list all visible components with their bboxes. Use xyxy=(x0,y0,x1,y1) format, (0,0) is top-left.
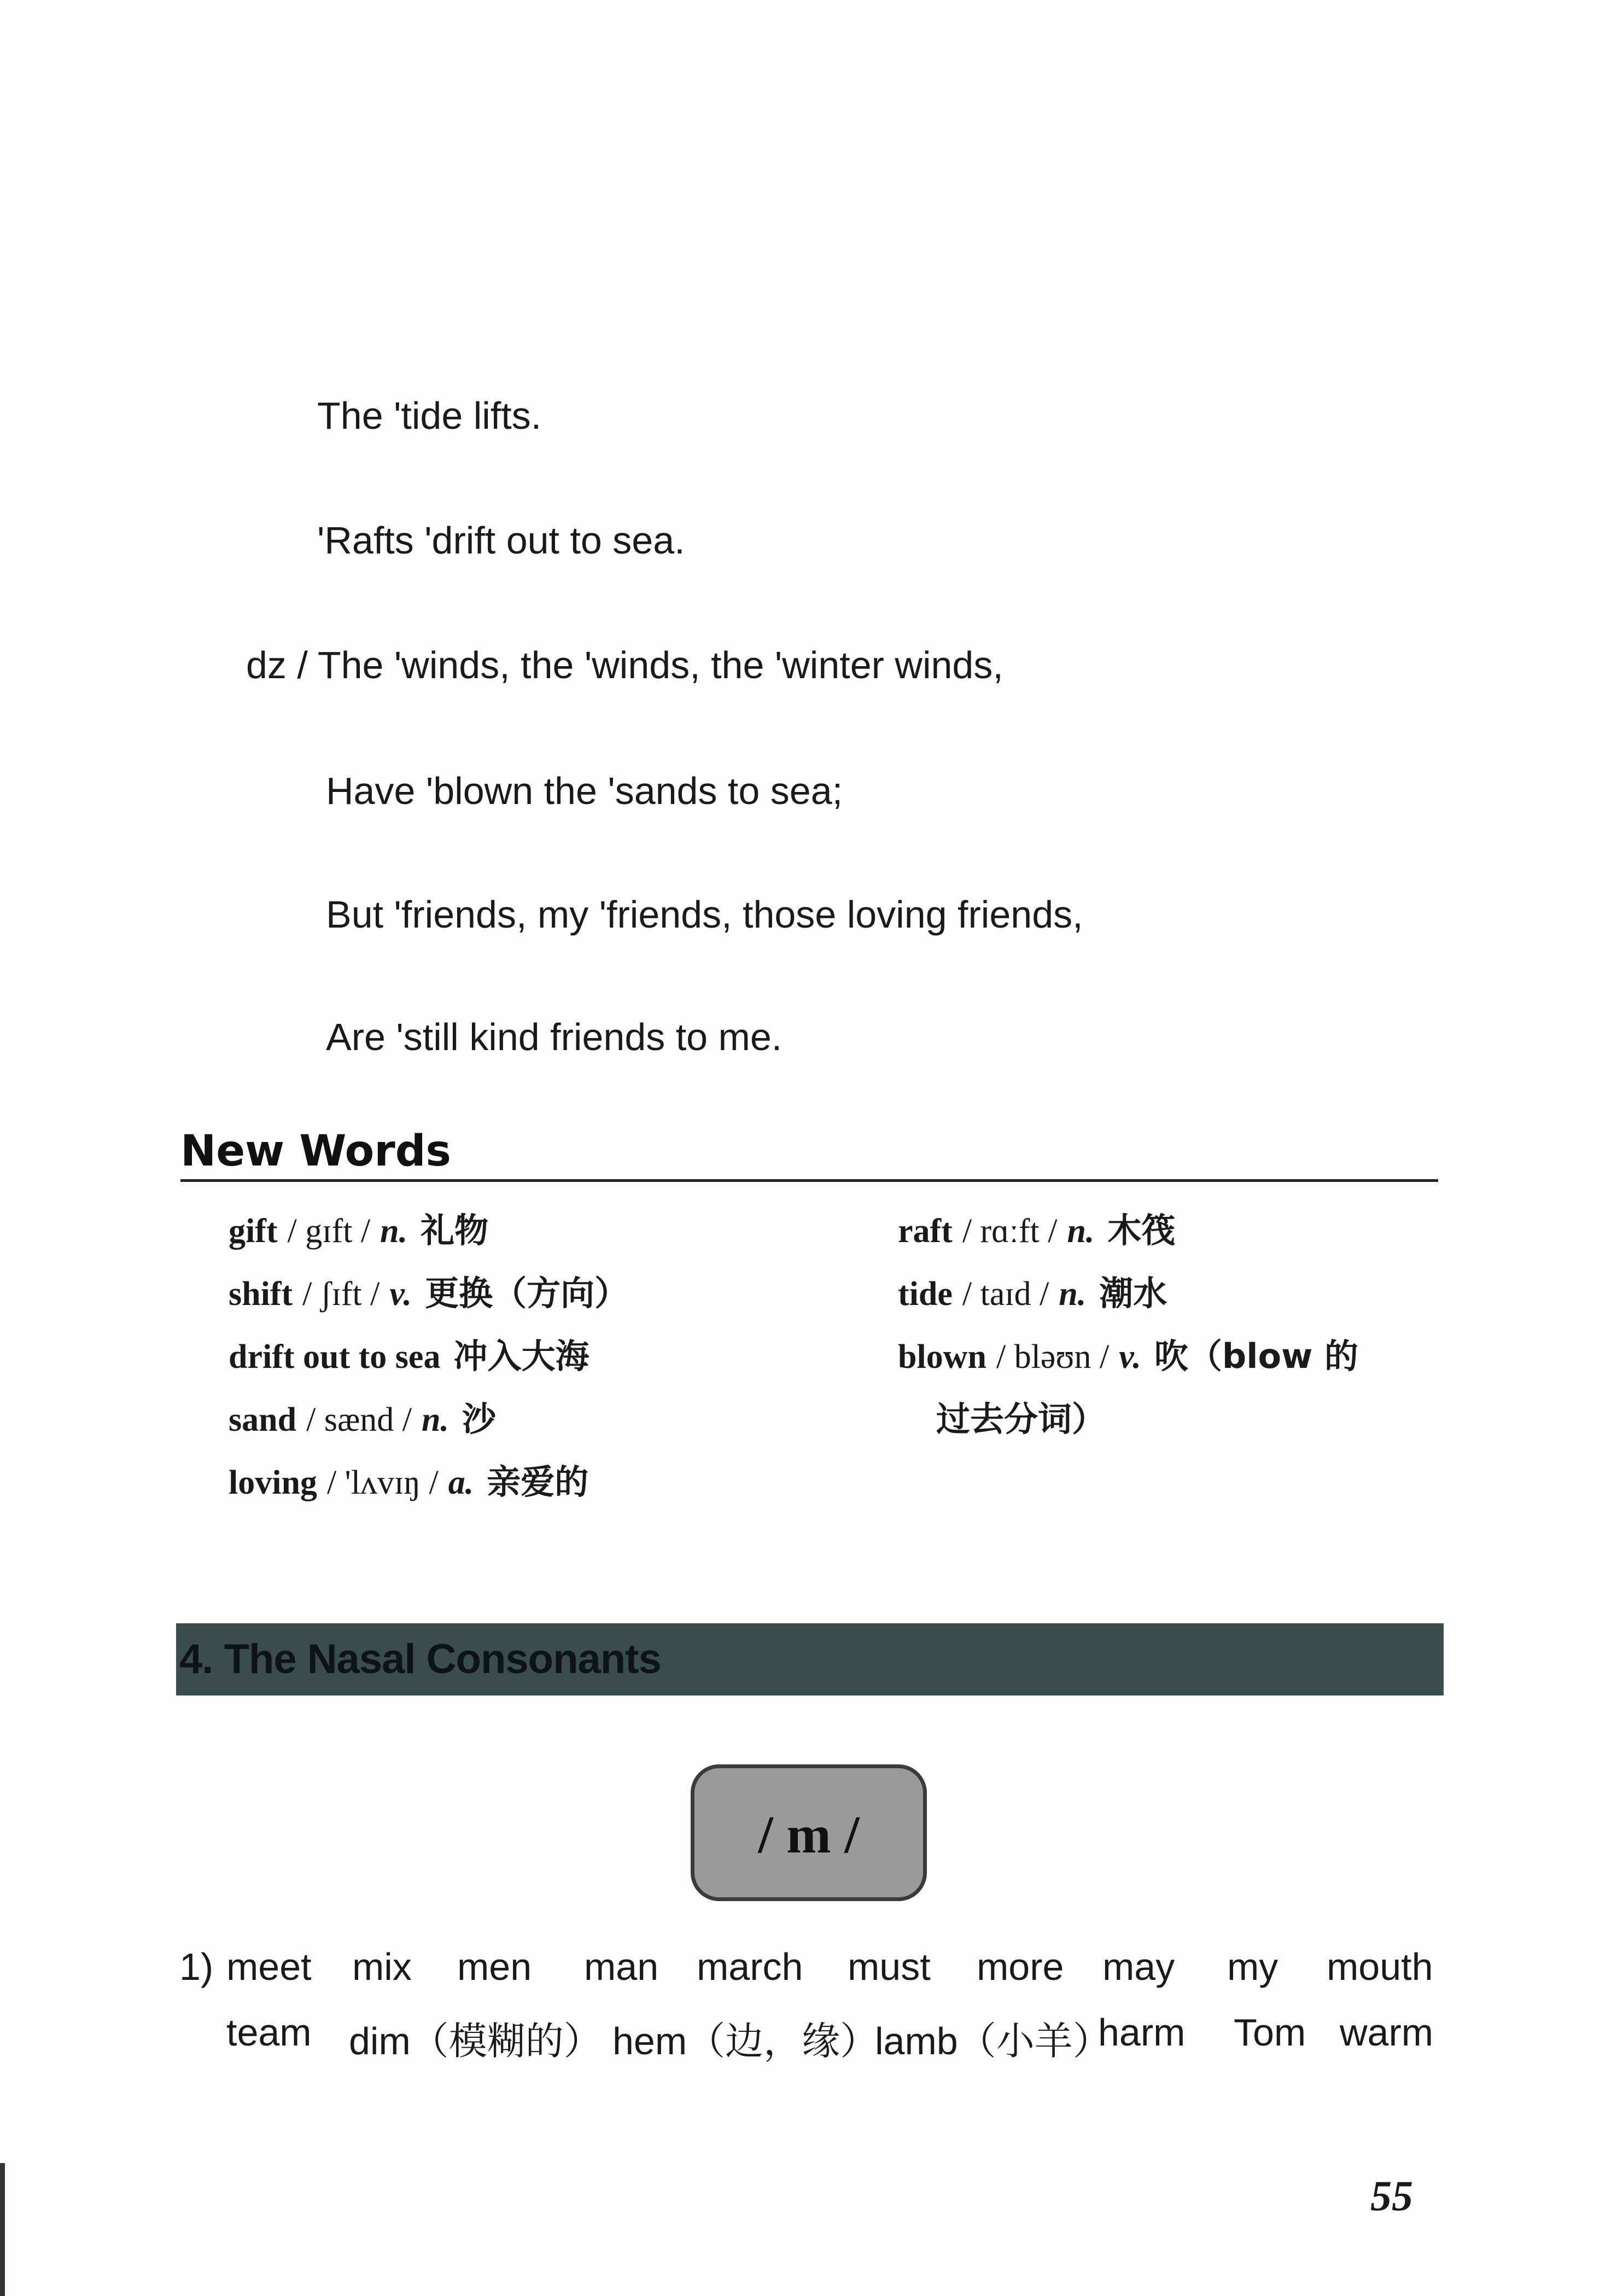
vocab-pos: v. xyxy=(1119,1338,1141,1376)
vocab-word: sand xyxy=(229,1401,297,1438)
vocab-phonetic: / ʃɪft / xyxy=(302,1275,380,1313)
example-word: Tom xyxy=(1234,2011,1306,2054)
vocab-gloss: 吹（blow 的 xyxy=(1154,1336,1359,1376)
vocab-word: loving xyxy=(229,1464,317,1501)
example-word: lamb（小羊） xyxy=(875,2020,1111,2062)
vocab-pos: n. xyxy=(422,1401,449,1438)
vocab-phonetic: / rɑːft / xyxy=(962,1213,1058,1250)
poem-line-3 xyxy=(246,643,1003,687)
vocab-word: drift out to sea xyxy=(229,1338,441,1376)
section-banner xyxy=(176,1623,1444,1695)
vocab-pos: n. xyxy=(1067,1213,1095,1250)
vocab-gloss: 冲入大海 xyxy=(453,1336,589,1376)
scan-edge-mark xyxy=(0,2163,5,2296)
vocab-word: gift xyxy=(229,1213,278,1250)
poem-line-5 xyxy=(326,893,1083,936)
example-word: may xyxy=(1102,1945,1175,1988)
vocab-phonetic: / gɪft / xyxy=(287,1213,371,1250)
vocab-gloss: 更换（方向） xyxy=(425,1273,629,1313)
vocab-entry-sand xyxy=(229,1392,496,1441)
vocab-phonetic: / sænd / xyxy=(306,1401,412,1438)
vocab-word: tide xyxy=(898,1275,953,1313)
example-word: mouth xyxy=(1327,1945,1433,1988)
vocab-gloss: 礼物 xyxy=(421,1210,489,1250)
vocab-gloss: 木筏 xyxy=(1107,1210,1176,1250)
vocab-entry-loving xyxy=(229,1455,588,1504)
vocab-gloss: 潮水 xyxy=(1099,1273,1167,1313)
example-word: man xyxy=(584,1945,659,1988)
vocab-entry-shift xyxy=(229,1266,628,1315)
vocab-pos: n. xyxy=(380,1213,408,1250)
page-number: 55 xyxy=(1370,2172,1413,2219)
poem-line-1 xyxy=(317,394,541,438)
phoneme-label: / m / xyxy=(758,1805,860,1864)
example-row-1 xyxy=(179,1945,1448,1994)
example-word: harm xyxy=(1098,2011,1186,2054)
vocab-word: blown xyxy=(898,1338,986,1376)
example-word: dim（模糊的） xyxy=(349,2020,602,2062)
vocab-word: raft xyxy=(898,1213,953,1250)
example-word: march xyxy=(697,1945,803,1988)
poem-line-text: The 'winds, the 'winds, the 'winter winds, xyxy=(317,644,1003,686)
poem-line-text: The 'tide lifts. xyxy=(317,394,542,437)
example-word: my xyxy=(1227,1945,1278,1988)
example-number: 1) xyxy=(179,1945,214,1988)
vocab-gloss: 亲爱的 xyxy=(487,1462,589,1502)
poem-line-4 xyxy=(326,769,843,813)
example-word: mix xyxy=(352,1945,412,1988)
vocab-word: shift xyxy=(229,1275,293,1313)
section-title: 4. The Nasal Consonants xyxy=(179,1636,661,1682)
vocab-entry-gift xyxy=(229,1203,488,1252)
example-word: team xyxy=(226,2011,312,2054)
vocab-gloss: 沙 xyxy=(462,1399,497,1439)
vocab-phonetic: / taɪd / xyxy=(962,1275,1049,1313)
vocab-entry-blown xyxy=(898,1329,1358,1378)
phoneme-box xyxy=(691,1764,927,1901)
poem-line-text: But 'friends, my 'friends, those loving friends, xyxy=(326,893,1083,936)
example-word: more xyxy=(977,1945,1064,1988)
vocab-gloss: 过去分词） xyxy=(936,1399,1106,1439)
poem-line-text: Are 'still kind friends to me. xyxy=(326,1016,783,1058)
example-word: must xyxy=(848,1945,931,1988)
poem-line-6 xyxy=(326,1015,782,1059)
vocab-entry-drift-out-to-sea xyxy=(229,1329,589,1378)
vocab-phonetic: / bləʊn / xyxy=(996,1338,1110,1376)
vocab-entry-blown-continued xyxy=(936,1392,1106,1441)
new-words-heading: New Words xyxy=(180,1127,451,1176)
heading-rule xyxy=(180,1179,1438,1182)
vocab-pos: v. xyxy=(389,1275,412,1313)
phoneme-prefix: dz / xyxy=(246,644,308,686)
vocab-entry-raft xyxy=(898,1203,1175,1252)
example-word: hem（边，缘） xyxy=(612,2020,879,2062)
vocab-pos: a. xyxy=(448,1464,474,1501)
vocab-entry-tide xyxy=(898,1266,1167,1315)
poem-line-text: Have 'blown the 'sands to sea; xyxy=(326,770,843,812)
example-word: meet xyxy=(226,1945,312,1988)
example-word: warm xyxy=(1340,2011,1434,2054)
example-word: men xyxy=(457,1945,532,1988)
example-row-2 xyxy=(179,2011,1448,2060)
poem-line-text: 'Rafts 'drift out to sea. xyxy=(317,519,685,562)
vocab-pos: n. xyxy=(1059,1275,1087,1313)
poem-line-2 xyxy=(317,518,685,562)
vocab-phonetic: / 'lʌvɪŋ / xyxy=(326,1464,439,1501)
